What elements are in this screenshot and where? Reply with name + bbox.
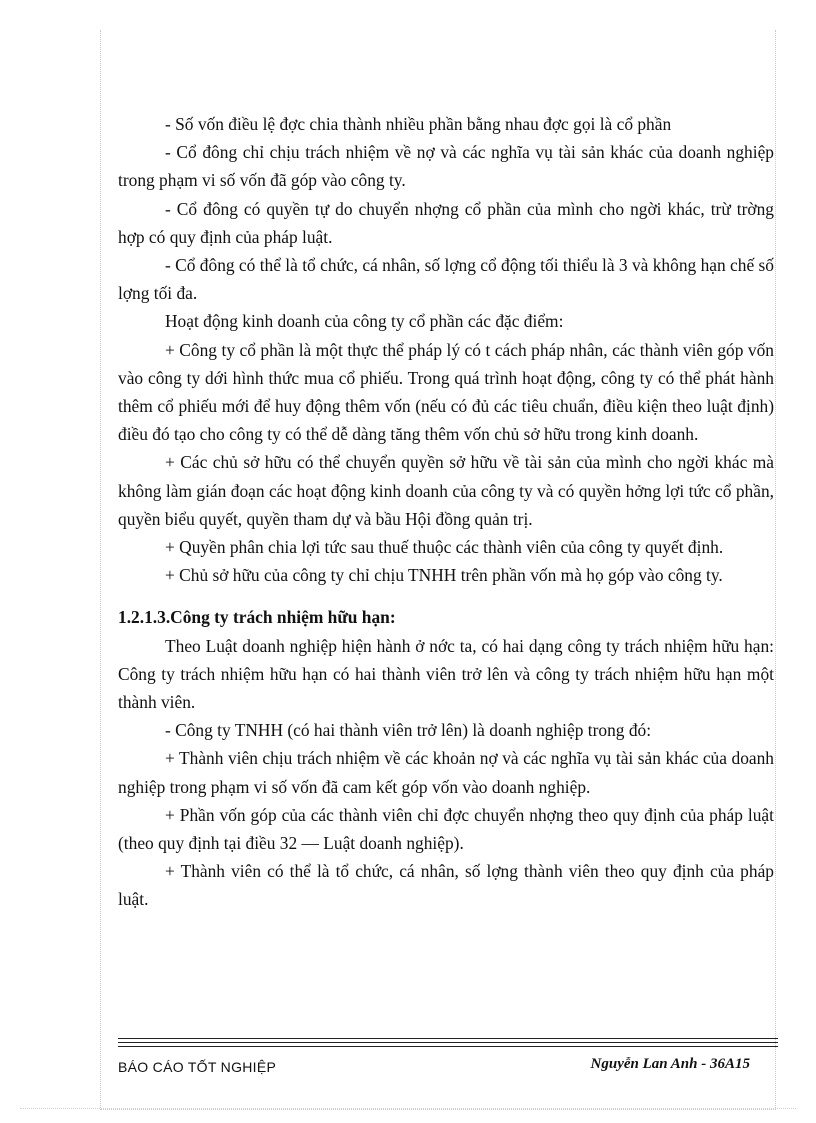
paragraph: Hoạt động kinh doanh của công ty cổ phần các đặc điểm: [165, 311, 564, 332]
footer-rule [118, 1046, 778, 1047]
paragraph: + Thành viên chịu trách nhiệm về các khoản nợ và các nghĩa vụ tài sản khác của doanh nghiệp trong phạm vi số vốn đã cam kết góp vốn vào doanh nghiệp. [118, 748, 774, 797]
paragraph: + Chủ sở hữu của công ty chỉ chịu TNHH trên phần vốn mà họ góp vào công ty. [165, 565, 723, 586]
paragraph: Theo Luật doanh nghiệp hiện hành ở nớc ta, có hai dạng công ty trách nhiệm hữu hạn: Công ty trách nhiệm hữu hạn có hai thành viên trở lên và công ty trách nhiệm hữu hạn một thành viên. [118, 635, 774, 713]
footer-author: Nguyễn Lan Anh - 36A15 [590, 1056, 750, 1072]
paragraph: - Số vốn điều lệ đợc chia thành nhiều phần bằng nhau đợc gọi là cổ phần [165, 114, 672, 134]
paragraph: + Phần vốn góp của các thành viên chỉ đợc chuyển nhợng theo quy định của pháp luật (theo quy định tại điều 32 — Luật doanh nghiệp). [118, 804, 774, 854]
footer-report-title: BÁO CÁO TỐT NGHIỆP [118, 1059, 277, 1075]
section-heading: 1.2.1.3.Công ty trách nhiệm hữu hạn: [118, 607, 396, 628]
paragraph: + Quyền phân chia lợi tức sau thuế thuộc các thành viên của công ty quyết định. [165, 537, 724, 558]
document-body [118, 110, 774, 914]
paragraph: - Cổ đông có quyền tự do chuyển nhợng cổ phần của mình cho ngời khác, trừ trờng hợp có quy định của pháp luật. [118, 198, 774, 247]
footer-double-rule [118, 1038, 778, 1043]
paragraph: + Thành viên có thể là tổ chức, cá nhân, số lợng thành viên theo quy định của pháp luật. [118, 861, 774, 910]
paragraph: - Công ty TNHH (có hai thành viên trở lên) là doanh nghiệp trong đó: [165, 720, 652, 741]
paragraph: - Cổ đông có thể là tổ chức, cá nhân, số lợng cổ động tối thiểu là 3 và không hạn chế số lợng tối đa. [118, 255, 774, 304]
paragraph: + Công ty cổ phần là một thực thể pháp lý có t cách pháp nhân, các thành viên góp vốn vào công ty dới hình thức mua cổ phiếu. Trong quá trình hoạt động, công ty có thể phát hành thêm cổ phiếu mới để huy động thêm vốn (nếu có đủ các tiêu chuẩn, điều kiện theo luật định) điều đó tạo cho công ty có thể dễ dàng tăng thêm vốn chủ sở hữu trong kinh doanh. [118, 339, 774, 445]
paragraph: + Các chủ sở hữu có thể chuyển quyền sở hữu về tài sản của mình cho ngời khác mà không làm gián đoạn các hoạt động kinh doanh của công ty và có quyền hởng lợi tức cổ phần, quyền biểu quyết, quyền tham dự và bầu Hội đồng quản trị. [118, 452, 774, 529]
page-bottom-dotted-line [20, 1108, 796, 1109]
paragraph: - Cổ đông chỉ chịu trách nhiệm về nợ và các nghĩa vụ tài sản khác của doanh nghiệp trong phạm vi số vốn đã góp vào công ty. [118, 142, 774, 191]
